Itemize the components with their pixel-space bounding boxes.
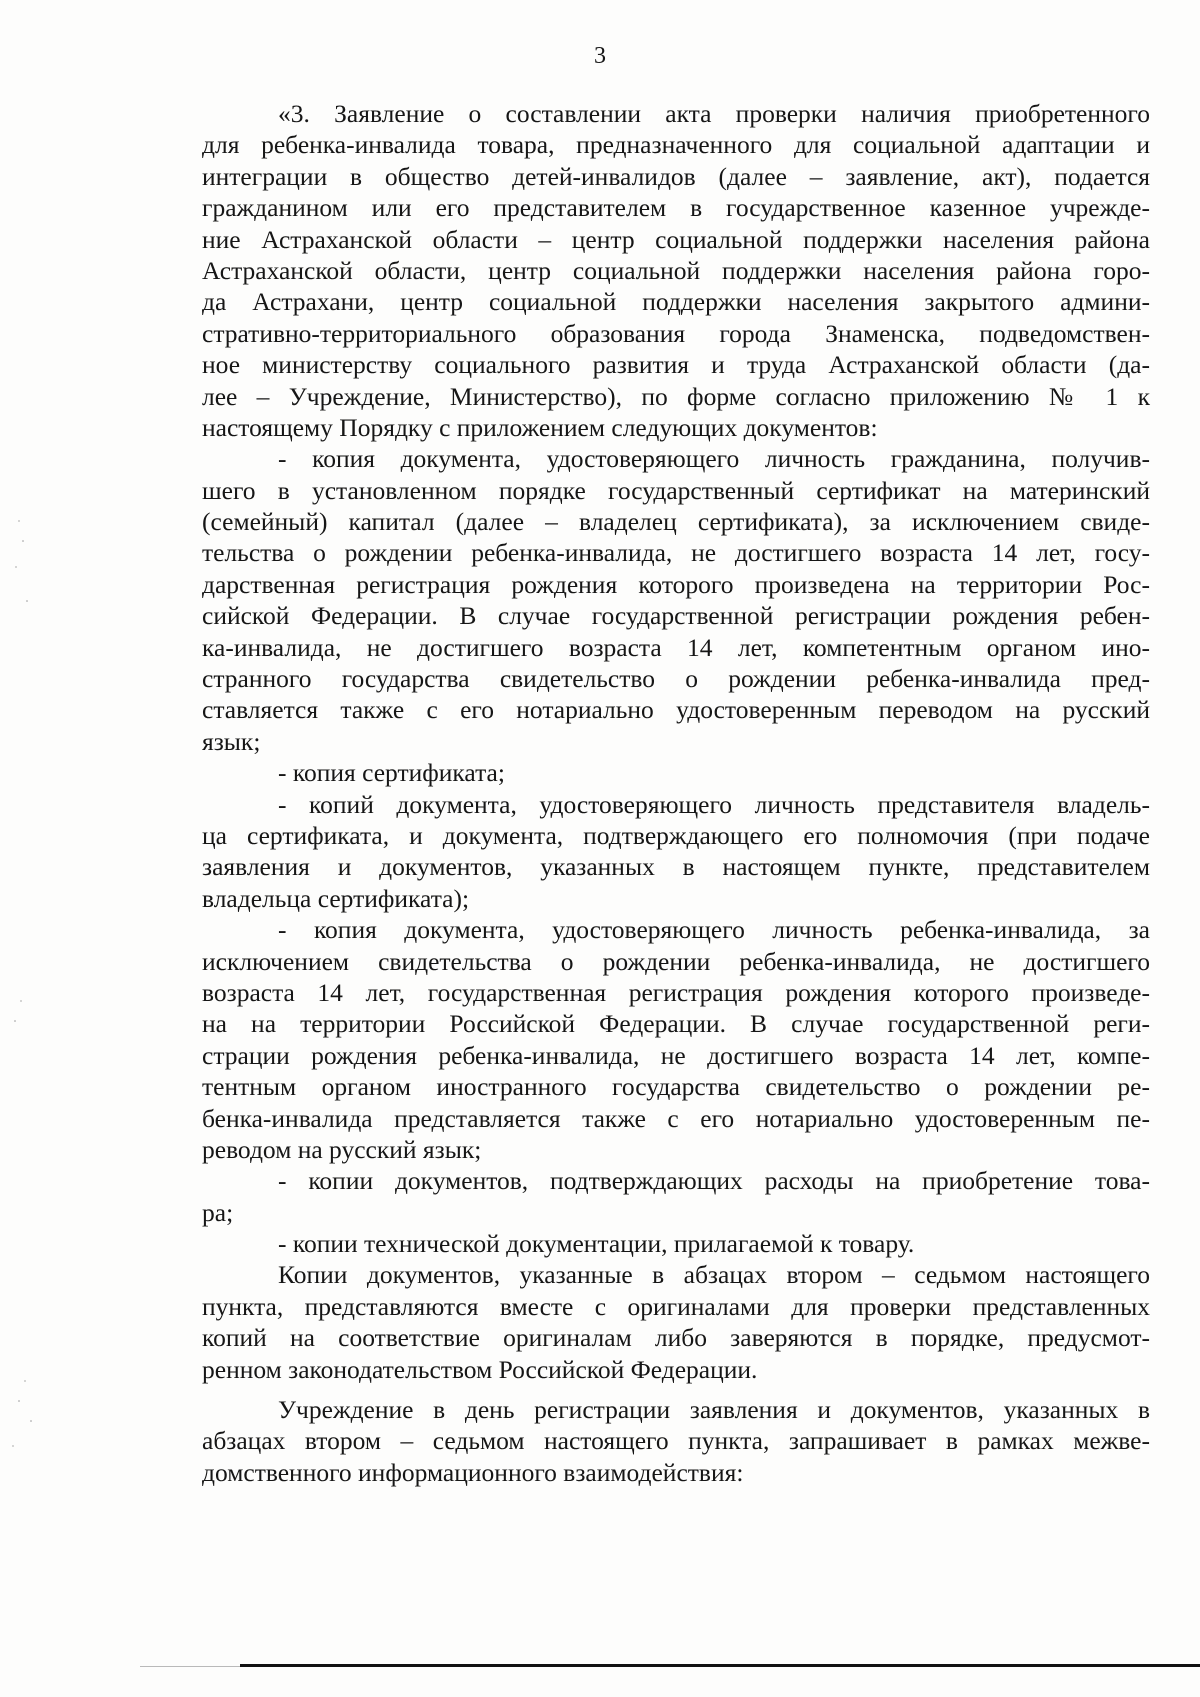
page-number: 3 (594, 43, 606, 69)
text-line: ра; (202, 1197, 234, 1227)
text-line: страции рождения ребенка-инвалида, не достигшего возраста 14 лет, компе- (202, 1040, 1150, 1070)
scan-speck (18, 520, 20, 522)
text-line: реводом на русский язык; (202, 1134, 482, 1164)
text-line: интеграции в общество детей-инвалидов (далее – заявление, акт), подается (202, 161, 1150, 191)
text-line: гражданином или его представителем в государственное казенное учрежде- (202, 193, 1150, 223)
text-line: - копия сертификата; (278, 758, 505, 788)
text-line: Копии документов, указанные в абзацах втором – седьмом настоящего (278, 1260, 1150, 1290)
text-line: на на территории Российской Федерации. В случае государственной реги- (202, 1009, 1150, 1039)
text-line: ставляется также с его нотариально удостоверенным переводом на русский (202, 695, 1150, 725)
text-line: лее – Учреждение, Министерство), по форме согласно приложению № 1 к (202, 381, 1150, 411)
scan-speck (20, 1000, 22, 1002)
text-line: ное министерству социального развития и труда Астраханской области (да- (202, 350, 1150, 380)
text-line: ние Астраханской области – центр социальной поддержки населения района (202, 224, 1150, 254)
text-line: Учреждение в день регистрации заявления и документов, указанных в (278, 1395, 1150, 1425)
text-line: - копии документов, подтверждающих расходы на приобретение това- (278, 1166, 1150, 1196)
text-line: абзацах втором – седьмом настоящего пункта, запрашивает в рамках межве- (202, 1426, 1150, 1456)
text-line: (семейный) капитал (далее – владелец сертификата), за исключением свиде- (202, 507, 1150, 537)
text-line: заявления и документов, указанных в настоящем пункте, представителем (202, 852, 1150, 882)
text-line: ренном законодательством Российской Федерации. (202, 1354, 758, 1384)
text-line: - копии технической документации, прилагаемой к товару. (278, 1229, 915, 1259)
bottom-edge-line (240, 1664, 1200, 1667)
text-line: да Астрахани, центр социальной поддержки населения закрытого админи- (202, 287, 1150, 317)
text-line: возраста 14 лет, государственная регистрация рождения которого произведе- (202, 977, 1150, 1007)
text-line: - копий документа, удостоверяющего личность представителя владель- (278, 789, 1150, 819)
scan-speck (15, 566, 17, 568)
text-line: тельства о рождении ребенка-инвалида, не достигшего возраста 14 лет, госу- (202, 538, 1150, 568)
text-line: стративно-территориального образования города Знаменска, подведомствен- (202, 318, 1150, 348)
text-line: дарственная регистрация рождения которого произведена на территории Рос- (202, 569, 1150, 599)
scan-speck (24, 1380, 26, 1382)
scan-speck (14, 1020, 16, 1022)
text-line: - копия документа, удостоверяющего личность ребенка-инвалида, за (278, 915, 1150, 945)
text-line: домственного информационного взаимодействия: (202, 1457, 744, 1487)
scan-speck (12, 1445, 14, 1447)
text-line: Астраханской области, центр социальной поддержки населения района горо- (202, 255, 1150, 285)
scan-speck (22, 540, 24, 542)
text-line: настоящему Порядку с приложением следующих документов: (202, 412, 878, 442)
text-line: копий на соответствие оригиналам либо заверяются в порядке, предусмот- (202, 1323, 1150, 1353)
text-line: владельца сертификата); (202, 883, 470, 913)
paragraph-gap (202, 1385, 1150, 1394)
text-line: сийской Федерации. В случае государственной регистрации рождения ребен- (202, 601, 1150, 631)
text-line: язык; (202, 726, 261, 756)
text-line: пункта, представляются вместе с оригиналами для проверки представленных (202, 1291, 1150, 1321)
text-line: «3. Заявление о составлении акта проверки наличия приобретенного (278, 99, 1150, 128)
text-line: странного государства свидетельство о рождении ребенка-инвалида пред- (202, 664, 1150, 694)
text-line: ка-инвалида, не достигшего возраста 14 лет, компетентным органом ино- (202, 632, 1150, 662)
scan-speck (26, 600, 28, 602)
scan-speck (18, 1400, 20, 1402)
text-line: тентным органом иностранного государства свидетельство о рождении ре- (202, 1072, 1150, 1102)
text-line: ца сертификата, и документа, подтверждающего его полномочия (при подаче (202, 820, 1150, 850)
text-line: бенка-инвалида представляется также с его нотариально удостоверенным пе- (202, 1103, 1150, 1133)
bottom-edge-shadow (140, 1666, 240, 1667)
text-line: шего в установленном порядке государственный сертификат на материнский (202, 475, 1150, 505)
text-line: для ребенка-инвалида товара, предназначенного для социальной адаптации и (202, 130, 1150, 160)
text-line: - копия документа, удостоверяющего личность гражданина, получив- (278, 444, 1150, 474)
document-body (202, 98, 1150, 1488)
text-line: исключением свидетельства о рождении ребенка-инвалида, не достигшего (202, 946, 1150, 976)
scan-speck (30, 1420, 32, 1422)
